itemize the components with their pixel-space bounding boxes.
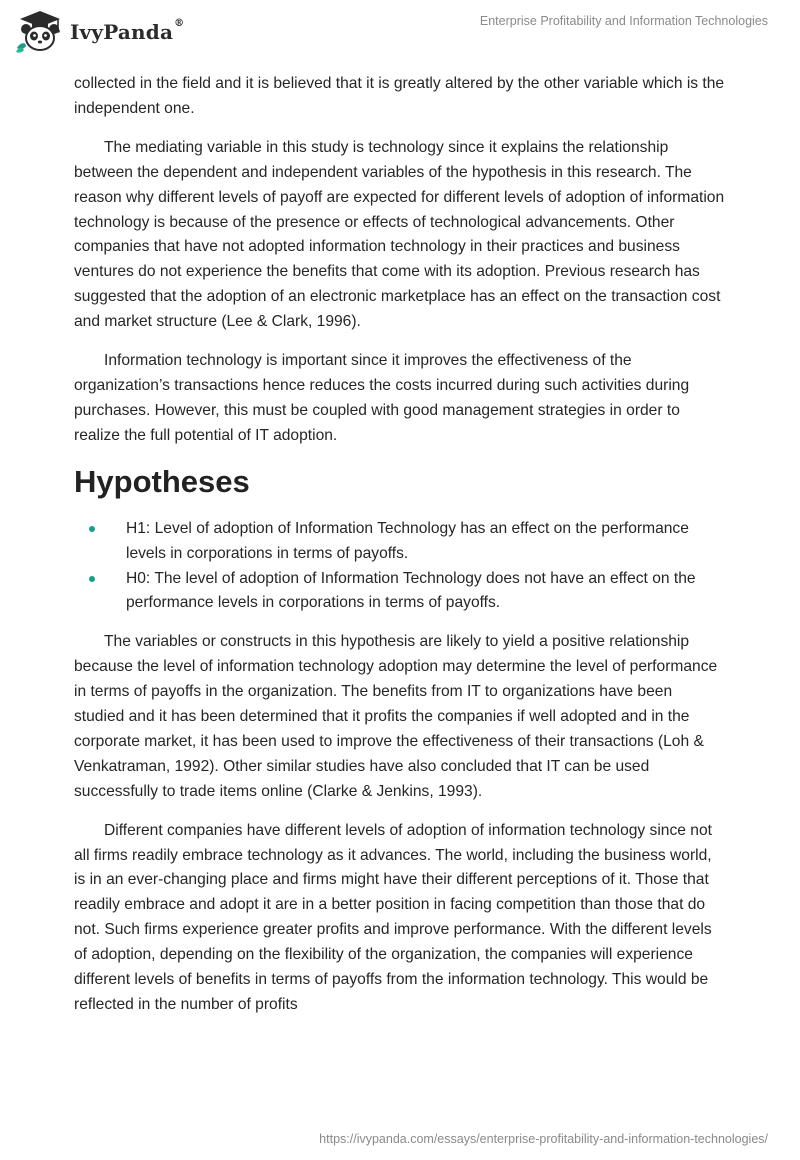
ivypanda-logo[interactable] xyxy=(14,8,184,54)
paragraph-mediating-variable: The mediating variable in this study is technology since it explains the relationship between the dependent and independent variables of the hypothesis in this research. The reason why different levels of payoff are expected for different levels of adoption of information technology is because of the presence or effects of technological advancements. Other companies that have not adopted information technology in their practices and business ventures do not experience the benefits that come with its adoption. Previous research has suggested that the adoption of an electronic marketplace has an effect on the transaction cost and market structure (Lee & Clark, 1996). xyxy=(74,138,725,331)
list-item xyxy=(74,517,726,567)
brand-name: IvyPanda® xyxy=(70,18,185,44)
bullet-icon xyxy=(89,576,95,582)
panda-graduate-icon xyxy=(14,8,66,54)
source-url-link[interactable]: https://ivypanda.com/essays/enterprise-profitability-and-information-technologies/ xyxy=(319,1132,768,1146)
list-item xyxy=(74,567,726,617)
paragraph-it-importance: Information technology is important since it improves the effectiveness of the organization’s transactions hence reduces the costs incurred during such activities during purchases. However, this must be coupled with good management strategies in order to realize the full potential of IT adoption. xyxy=(74,352,690,444)
document-title: Enterprise Profitability and Information Technologies xyxy=(479,14,768,28)
hypothesis-h0: H0: The level of adoption of Information Technology does not have an effect on the performance levels in corporations in terms of payoffs. xyxy=(126,569,696,612)
essay-content xyxy=(74,72,726,1032)
hypotheses-list xyxy=(74,517,726,617)
paragraph-constructs: The variables or constructs in this hypothesis are likely to yield a positive relationship because the level of information technology adoption may determine the level of performance in terms of payoffs in the organization. The benefits from IT to organizations have been studied and it has been determined that it profits the companies if well adopted and in the corporate market, it has been used to improve the effectiveness of their transactions (Loh & Venkatraman, 1992). Other similar studies have also concluded that IT can be used successfully to trade items online (Clarke & Jenkins, 1993). xyxy=(74,633,718,800)
page-header xyxy=(0,0,800,64)
hypothesis-h1: H1: Level of adoption of Information Technology has an effect on the performance levels in corporations in terms of payoffs. xyxy=(126,519,689,562)
paragraph-adoption-levels: Different companies have different levels of adoption of information technology since not all firms readily embrace technology as it advances. The world, including the business world, is in an ever-changing place and firms might have their different perceptions of it. Those that readily embrace and adopt it are in a better position in facing competition than those that do not. Such firms experience greater profits and improve performance. With the different levels of adoption, depending on the flexibility of the organization, the companies will experience different levels of benefits in terms of payoffs from the information technology. This would be reflected in the number of profits xyxy=(74,821,712,1013)
paragraph-continued: collected in the field and it is believed that it is greatly altered by the other variable which is the independent one. xyxy=(74,75,725,117)
bullet-icon xyxy=(89,526,95,532)
section-heading-hypotheses: Hypotheses xyxy=(74,463,250,499)
